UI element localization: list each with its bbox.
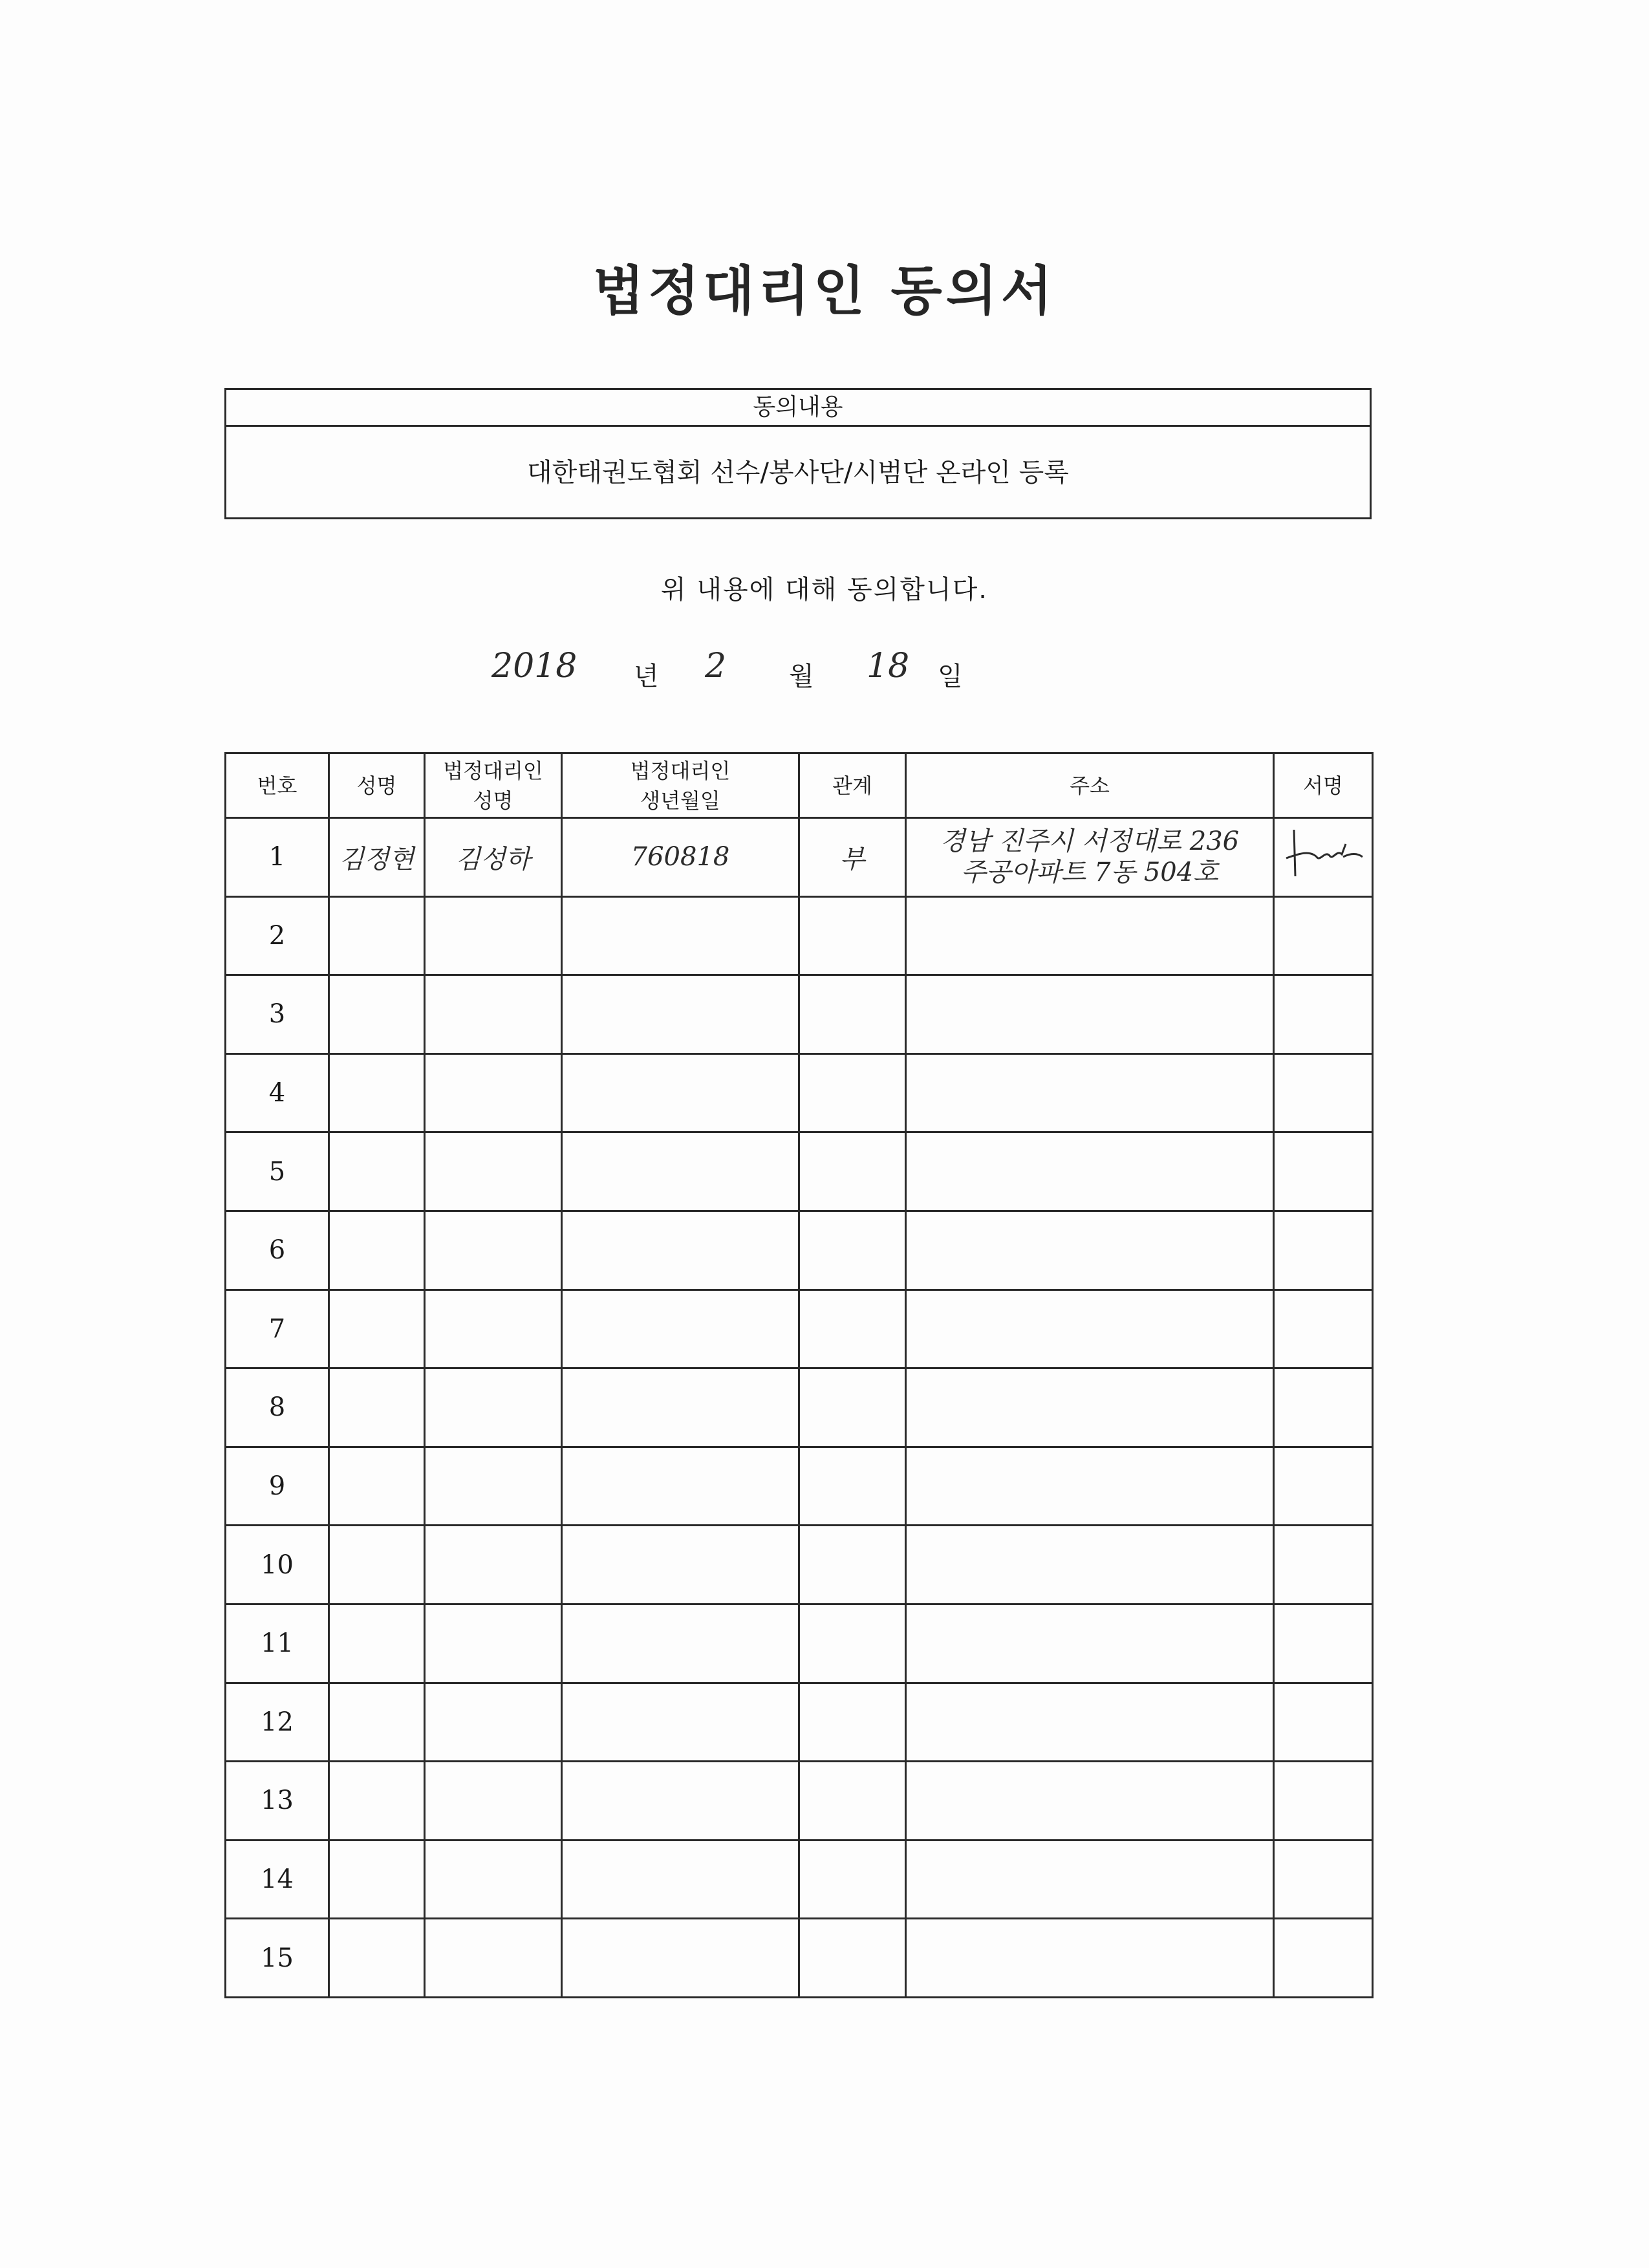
row-address (906, 1447, 1274, 1526)
date-year-handwritten: 2018 (491, 647, 577, 686)
table-row (226, 1290, 1373, 1368)
row-relation (799, 1526, 906, 1604)
row-signature (1274, 1762, 1373, 1841)
row-number: 12 (226, 1683, 329, 1762)
consent-content-text: 대한태권도협회 선수/봉사단/시범단 온라인 등록 (527, 458, 1069, 488)
header-address: 주소 (906, 753, 1274, 818)
table-row (226, 1683, 1373, 1762)
table-row (226, 1762, 1373, 1841)
table-row (226, 1132, 1373, 1211)
row-relation (799, 1840, 906, 1919)
header-guardian-birth (562, 753, 799, 818)
row-number: 15 (226, 1919, 329, 1998)
row-signature (1274, 1053, 1373, 1132)
row-guardian-name (425, 1132, 562, 1211)
row-address (906, 975, 1274, 1054)
row-signature (1274, 818, 1373, 897)
row-name (329, 1604, 425, 1683)
table-row (226, 1604, 1373, 1683)
row-guardian-birth-handwritten: 760818 (562, 818, 799, 897)
row-guardian-birth (562, 1132, 799, 1211)
consent-content-header: 동의내용 (226, 390, 1370, 427)
row-relation (799, 1447, 906, 1526)
row-guardian-name (425, 1368, 562, 1447)
row-name (329, 1762, 425, 1841)
row-number: 6 (226, 1211, 329, 1290)
row-signature (1274, 1526, 1373, 1604)
row-address (906, 1762, 1274, 1841)
row-guardian-birth (562, 1053, 799, 1132)
row-address (906, 1290, 1274, 1368)
header-guardian-birth-line1: 법정대리인 (630, 758, 731, 783)
row-guardian-birth (562, 1368, 799, 1447)
row-address-line2: 주공아파트 7동 504호 (961, 858, 1218, 888)
row-guardian-name (425, 1762, 562, 1841)
row-relation (799, 1053, 906, 1132)
consent-content-box (224, 388, 1372, 519)
row-address (906, 1604, 1274, 1683)
row-address (906, 896, 1274, 975)
row-name (329, 1526, 425, 1604)
row-guardian-name (425, 1447, 562, 1526)
row-guardian-birth (562, 1526, 799, 1604)
row-name (329, 1132, 425, 1211)
row-relation (799, 1290, 906, 1368)
row-address-handwritten (906, 818, 1274, 897)
row-guardian-name (425, 1526, 562, 1604)
row-address-line1: 경남 진주시 서정대로 236 (940, 826, 1240, 857)
row-signature (1274, 1840, 1373, 1919)
date-day-unit: 일 (938, 662, 963, 691)
row-guardian-name (425, 975, 562, 1054)
row-guardian-name (425, 1211, 562, 1290)
date-year-unit: 년 (634, 662, 659, 691)
row-signature (1274, 1368, 1373, 1447)
row-relation (799, 1762, 906, 1841)
date-month-unit: 월 (789, 662, 814, 691)
row-guardian-birth (562, 975, 799, 1054)
date-day-handwritten: 18 (867, 647, 910, 686)
row-relation-handwritten: 부 (799, 818, 906, 897)
row-guardian-name (425, 1604, 562, 1683)
row-number: 10 (226, 1526, 329, 1604)
row-signature (1274, 1683, 1373, 1762)
registration-table (224, 752, 1374, 1998)
row-address (906, 1526, 1274, 1604)
row-relation (799, 1919, 906, 1998)
table-header-row (226, 753, 1373, 818)
row-guardian-birth (562, 1762, 799, 1841)
row-name (329, 1447, 425, 1526)
row-relation (799, 896, 906, 975)
table-row (226, 1919, 1373, 1998)
row-name (329, 1211, 425, 1290)
row-number: 5 (226, 1132, 329, 1211)
header-guardian-name-line2: 성명 (473, 788, 513, 813)
header-guardian-name-line1: 법정대리인 (443, 758, 543, 783)
header-guardian-name (425, 753, 562, 818)
row-relation (799, 1683, 906, 1762)
table-row (226, 1211, 1373, 1290)
row-number: 14 (226, 1840, 329, 1919)
row-address (906, 1368, 1274, 1447)
row-signature (1274, 1604, 1373, 1683)
row-name (329, 1290, 425, 1368)
row-name (329, 1919, 425, 1998)
page-title: 법정대리인 동의서 (592, 261, 1057, 322)
date-month-handwritten: 2 (705, 647, 727, 686)
row-name (329, 1053, 425, 1132)
row-signature (1274, 1132, 1373, 1211)
table-row (226, 1368, 1373, 1447)
row-signature (1274, 1447, 1373, 1526)
row-guardian-birth (562, 1919, 799, 1998)
header-number: 번호 (226, 753, 329, 818)
row-number: 4 (226, 1053, 329, 1132)
row-guardian-name (425, 1840, 562, 1919)
table-row (226, 1053, 1373, 1132)
row-address (906, 1919, 1274, 1998)
table-row (226, 896, 1373, 975)
table-row (226, 1447, 1373, 1526)
date-line (491, 647, 1138, 698)
row-number: 11 (226, 1604, 329, 1683)
row-guardian-name (425, 1683, 562, 1762)
row-name (329, 1368, 425, 1447)
row-signature (1274, 1211, 1373, 1290)
row-relation (799, 975, 906, 1054)
row-number: 9 (226, 1447, 329, 1526)
row-relation (799, 1368, 906, 1447)
row-number: 7 (226, 1290, 329, 1368)
row-signature (1274, 1290, 1373, 1368)
row-address (906, 1840, 1274, 1919)
table-row (226, 975, 1373, 1054)
row-guardian-birth (562, 1290, 799, 1368)
row-number: 8 (226, 1368, 329, 1447)
row-signature (1274, 896, 1373, 975)
table-row (226, 1840, 1373, 1919)
row-name (329, 1840, 425, 1919)
row-guardian-birth (562, 896, 799, 975)
row-guardian-name-handwritten: 김성하 (425, 818, 562, 897)
row-address (906, 1211, 1274, 1290)
row-number: 13 (226, 1762, 329, 1841)
row-guardian-birth (562, 1840, 799, 1919)
row-relation (799, 1211, 906, 1290)
row-address (906, 1132, 1274, 1211)
row-guardian-name (425, 1290, 562, 1368)
row-relation (799, 1132, 906, 1211)
row-relation (799, 1604, 906, 1683)
row-guardian-birth (562, 1211, 799, 1290)
row-guardian-birth (562, 1604, 799, 1683)
row-address (906, 1683, 1274, 1762)
header-name: 성명 (329, 753, 425, 818)
row-guardian-birth (562, 1683, 799, 1762)
row-guardian-birth (562, 1447, 799, 1526)
row-number: 2 (226, 896, 329, 975)
row-guardian-name (425, 1919, 562, 1998)
row-signature (1274, 975, 1373, 1054)
row-guardian-name (425, 896, 562, 975)
row-name (329, 1683, 425, 1762)
row-address (906, 1053, 1274, 1132)
row-number: 3 (226, 975, 329, 1054)
agreement-statement: 위 내용에 대해 동의합니다. (661, 575, 988, 605)
handwritten-signature (1281, 825, 1365, 883)
table-row (226, 1526, 1373, 1604)
header-signature: 서명 (1274, 753, 1373, 818)
row-name (329, 975, 425, 1054)
row-signature (1274, 1919, 1373, 1998)
row-number: 1 (226, 818, 329, 897)
table-row (226, 818, 1373, 897)
row-guardian-name (425, 1053, 562, 1132)
row-name (329, 896, 425, 975)
header-guardian-birth-line2: 생년월일 (640, 788, 720, 813)
header-relation: 관계 (799, 753, 906, 818)
row-name-handwritten: 김정현 (329, 818, 425, 897)
